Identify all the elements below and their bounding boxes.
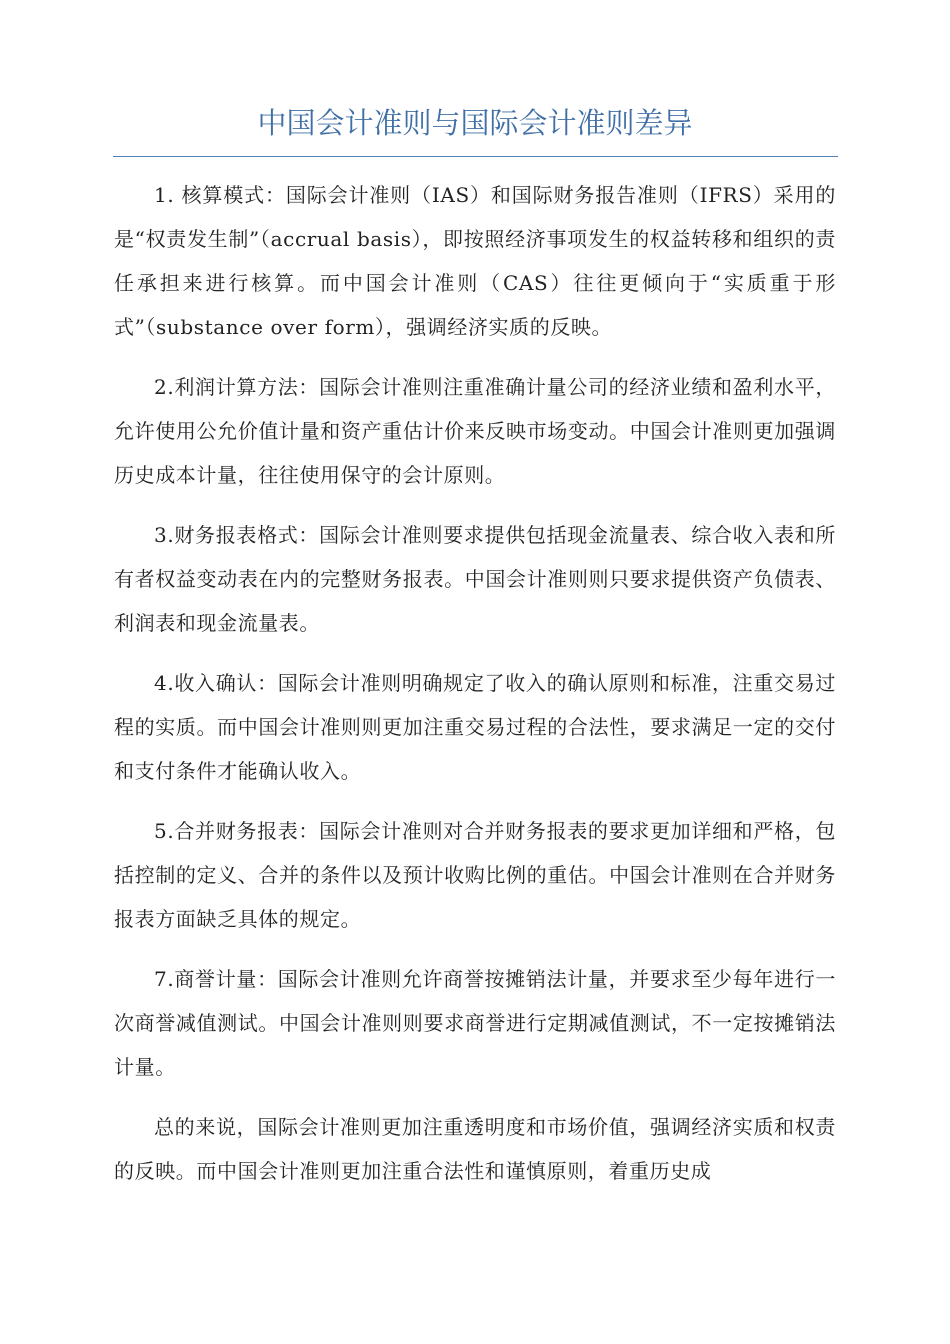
paragraph-consolidated-statements: 5.合并财务报表：国际会计准则对合并财务报表的要求更加详细和严格，包括控制的定义、合并的条件以及预计收购比例的重估。中国会计准则在合并财务报表方面缺乏具体的规定。 — [114, 819, 836, 931]
paragraph-goodwill-measurement: 7.商誉计量：国际会计准则允许商誉按摊销法计量，并要求至少每年进行一次商誉减值测试。中国会计准则则要求商誉进行定期减值测试，不一定按摊销法计量。 — [114, 967, 836, 1079]
page-title: 中国会计准则与国际会计准则差异 — [257, 106, 693, 140]
paragraph-revenue-recognition: 4.收入确认：国际会计准则明确规定了收入的确认原则和标准，注重交易过程的实质。而中国会计准则则更加注重交易过程的合法性，要求满足一定的交付和支付条件才能确认收入。 — [114, 671, 836, 783]
paragraph-accounting-model: 1. 核算模式：国际会计准则（IAS）和国际财务报告准则（IFRS）采用的是“权责发生制”（accrual basis），即按照经济事项发生的权益转移和组织的责任承担来进行核算。而中国会计准则（CAS）往往更倾向于“实质重于形式”（substance over form），强调经济实质的反映。 — [114, 183, 836, 339]
paragraph-summary: 总的来说，国际会计准则更加注重透明度和市场价值，强调经济实质和权责的反映。而中国会计准则更加注重合法性和谨慎原则，着重历史成 — [114, 1115, 836, 1183]
document-body — [114, 173, 836, 1209]
paragraph-financial-statement-format: 3.财务报表格式：国际会计准则要求提供包括现金流量表、综合收入表和所有者权益变动表在内的完整财务报表。中国会计准则则只要求提供资产负债表、利润表和现金流量表。 — [114, 523, 836, 635]
title-divider — [113, 156, 838, 157]
paragraph-profit-calculation: 2.利润计算方法：国际会计准则注重准确计量公司的经济业绩和盈利水平，允许使用公允价值计量和资产重估计价来反映市场变动。中国会计准则更加强调历史成本计量，往往使用保守的会计原则。 — [114, 375, 836, 487]
